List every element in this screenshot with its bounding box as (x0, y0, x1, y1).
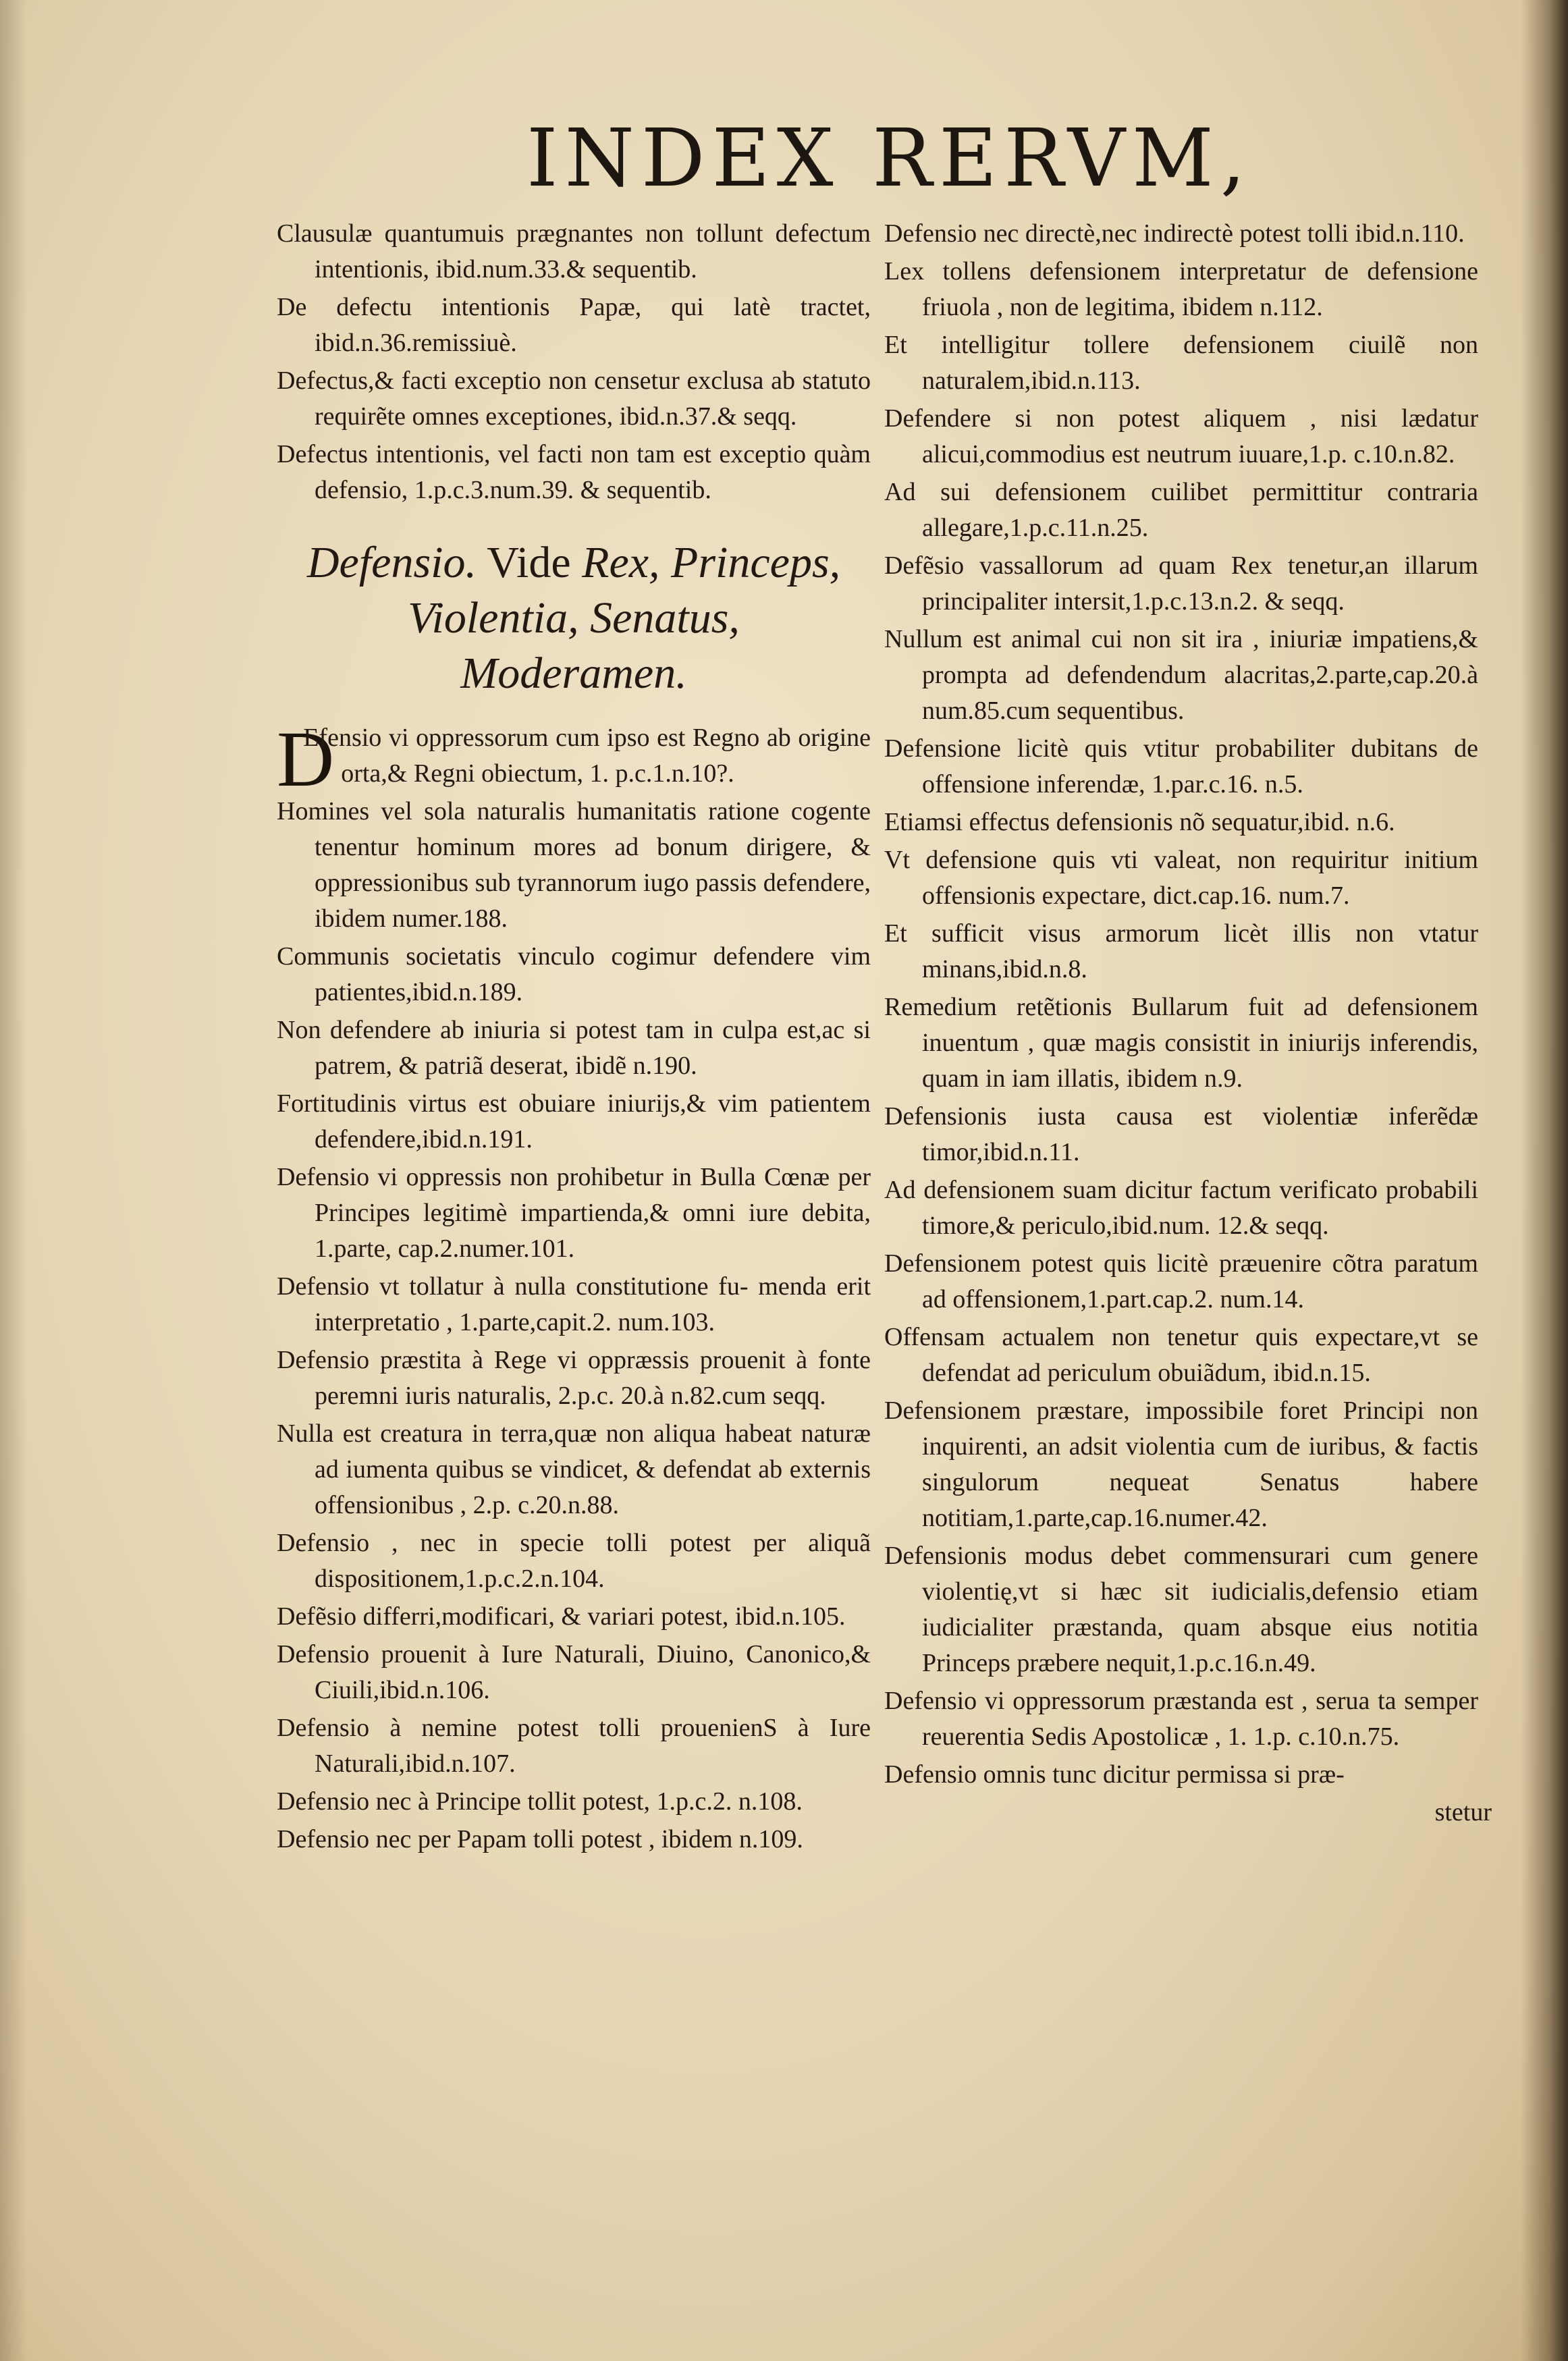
index-entry: Non defendere ab iniuria si potest tam in culpa est,ac si patrem, & patriã deserat, ibidẽ n.190. (277, 1016, 871, 1080)
index-entry: Defensio vt tollatur à nulla constitutione fu- menda erit interpretatio , 1.parte,capit.2. num.103. (277, 1272, 871, 1336)
index-entry: Defectus intentionis, vel facti non tam est exceptio quàm defensio, 1.p.c.3.num.39. & sequentib. (277, 440, 871, 504)
left-column (277, 216, 871, 1860)
index-entry: Defẽsio vassallorum ad quam Rex tenetur,an illarum principaliter intersit,1.p.c.13.n.2. & seqq. (884, 551, 1478, 616)
index-entry: Lex tollens defensionem interpretatur de defensione friuola , non de legitima, ibidem n.112. (884, 257, 1478, 321)
index-entry: Defensio nec à Principe tollit potest, 1.p.c.2. n.108. (277, 1787, 803, 1816)
page-edge-shadow (1521, 0, 1568, 2361)
index-entry: Fortitudinis virtus est obuiare iniurijs,& vim patientem defendere,ibid.n.191. (277, 1089, 871, 1154)
gutter-shadow (0, 0, 27, 2361)
index-entry: Defensio præstita à Rege vi oppræssis prouenit à fonte peremni iuris naturalis, 2.p.c. 20.à n.82.cum seqq. (277, 1346, 871, 1410)
heading-word: Defensio. (306, 538, 477, 587)
heading-see: Vide (487, 538, 571, 587)
index-entry: Etiamsi effectus defensionis nõ sequatur,ibid. n.6. (884, 808, 1395, 836)
index-entry: Defensione licitè quis vtitur probabiliter dubitans de offensione inferendæ, 1.par.c.16. n.5. (884, 734, 1478, 798)
index-entry: Communis societatis vinculo cogimur defendere vim patientes,ibid.n.189. (277, 942, 871, 1006)
drop-cap: D (277, 715, 335, 803)
index-entry: Nulla est creatura in terra,quæ non aliqua habeat naturæ ad iumenta quibus se vindicet, & defendat ab externis offensionibus , 2.p. c.20.n.88. (277, 1419, 871, 1519)
index-entry: Ad sui defensionem cuilibet permittitur contraria allegare,1.p.c.11.n.25. (884, 478, 1478, 542)
index-entry: Defensio nec per Papam tolli potest , ibidem n.109. (277, 1825, 803, 1853)
heading-refs-line1: Rex, Princeps, (582, 538, 841, 587)
index-entry: Defensionis iusta causa est violentiæ inferẽdæ timor,ibid.n.11. (884, 1102, 1478, 1166)
index-entry: Offensam actualem non tenetur quis expectare,vt se defendat ad periculum obuiãdum, ibid.n.15. (884, 1323, 1478, 1387)
index-entry: Defensio prouenit à Iure Naturali, Diuino, Canonico,& Ciuili,ibid.n.106. (277, 1640, 871, 1704)
first-entry-text: Efensio vi oppressorum cum ipso est Regno ab origine orta,& Regni obiectum, 1. p.c.1.n.10?. (303, 724, 871, 788)
right-column (884, 216, 1492, 1833)
index-entry: Defensio , nec in specie tolli potest per aliquã dispositionem,1.p.c.2.n.104. (277, 1529, 871, 1593)
index-entry: Defensionem potest quis licitè præuenire cõtra paratum ad offensionem,1.part.cap.2. num.14. (884, 1249, 1478, 1313)
index-entry-first (277, 715, 871, 803)
heading-refs-line2: Violentia, Senatus, (408, 593, 740, 643)
heading-refs-line3: Moderamen. (460, 649, 687, 698)
index-entry: Defendere si non potest aliquem , nisi lædatur alicui,commodius est neutrum iuuare,1.p. c.10.n.82. (884, 404, 1478, 468)
index-entry: Defensio vi oppressorum præstanda est , serua ta semper reuerentia Sedis Apostolicæ , 1. 1.p. c.10.n.75. (884, 1687, 1478, 1751)
index-entry: Et sufficit visus armorum licèt illis non vtatur minans,ibid.n.8. (884, 919, 1478, 983)
index-entry: Defensio vi oppressis non prohibetur in Bulla Cœnæ per Principes legitimè impartienda,& omni iure debita, 1.parte, cap.2.numer.101. (277, 1163, 871, 1263)
index-entry: Vt defensione quis vti valeat, non requiritur initium offensionis expectare, dict.cap.16. num.7. (884, 846, 1478, 910)
index-entry: Defensio omnis tunc dicitur permissa si præ- (884, 1760, 1345, 1789)
running-head: INDEX RERVM, (526, 111, 1253, 205)
section-heading (277, 535, 871, 701)
index-entry: Defensio nec directè,nec indirectè potest tolli ibid.n.110. (884, 219, 1465, 248)
index-entry: Defensio à nemine potest tolli prouenienS à Iure Naturali,ibid.n.107. (277, 1714, 871, 1778)
index-entry: Remedium retẽtionis Bullarum fuit ad defensionem inuentum , quæ magis consistit in iniurijs inferendis, quam in iam illatis, ibidem n.9. (884, 993, 1478, 1093)
index-entry: Et intelligitur tollere defensionem ciuilẽ non naturalem,ibid.n.113. (884, 331, 1478, 395)
index-entry: Defẽsio differri,modificari, & variari potest, ibid.n.105. (277, 1602, 846, 1631)
catchword: stetur (1434, 1798, 1492, 1826)
index-entry: Ad defensionem suam dicitur factum verificato probabili timore,& periculo,ibid.num. 12.& seqq. (884, 1176, 1478, 1240)
index-entry: Defectus,& facti exceptio non censetur exclusa ab statuto requirẽte omnes exceptiones, ibid.n.37.& seqq. (277, 367, 871, 431)
index-entry: De defectu intentionis Papæ, qui latè tractet, ibid.n.36.remissiuè. (277, 293, 871, 357)
index-entry: Defensionem præstare, impossibile foret Principi non inquirenti, an adsit violentia cum de iuribus, & factis singulorum nequeat Senatus habere notitiam,1.parte,cap.16.numer.42. (884, 1396, 1478, 1532)
index-entry: Nullum est animal cui non sit ira , iniuriæ impatiens,& prompta ad defendendum alacritas,2.parte,cap.20.à num.85.cum sequentibus. (884, 625, 1478, 725)
index-entry: Defensionis modus debet commensurari cum genere violentię,vt si hæc sit iudicialis,defensio etiam iudicialiter præstanda, quam absque eius notitia Princeps præbere nequit,1.p.c.16.n.49. (884, 1542, 1478, 1677)
index-entry: Homines vel sola naturalis humanitatis ratione cogente tenentur hominum mores ad bonum dirigere, & oppressionibus sub tyrannorum iugo passis defendere, ibidem numer.188. (277, 797, 871, 933)
index-entry: Clausulæ quantumuis prægnantes non tollunt defectum intentionis, ibid.num.33.& sequentib. (277, 219, 871, 283)
